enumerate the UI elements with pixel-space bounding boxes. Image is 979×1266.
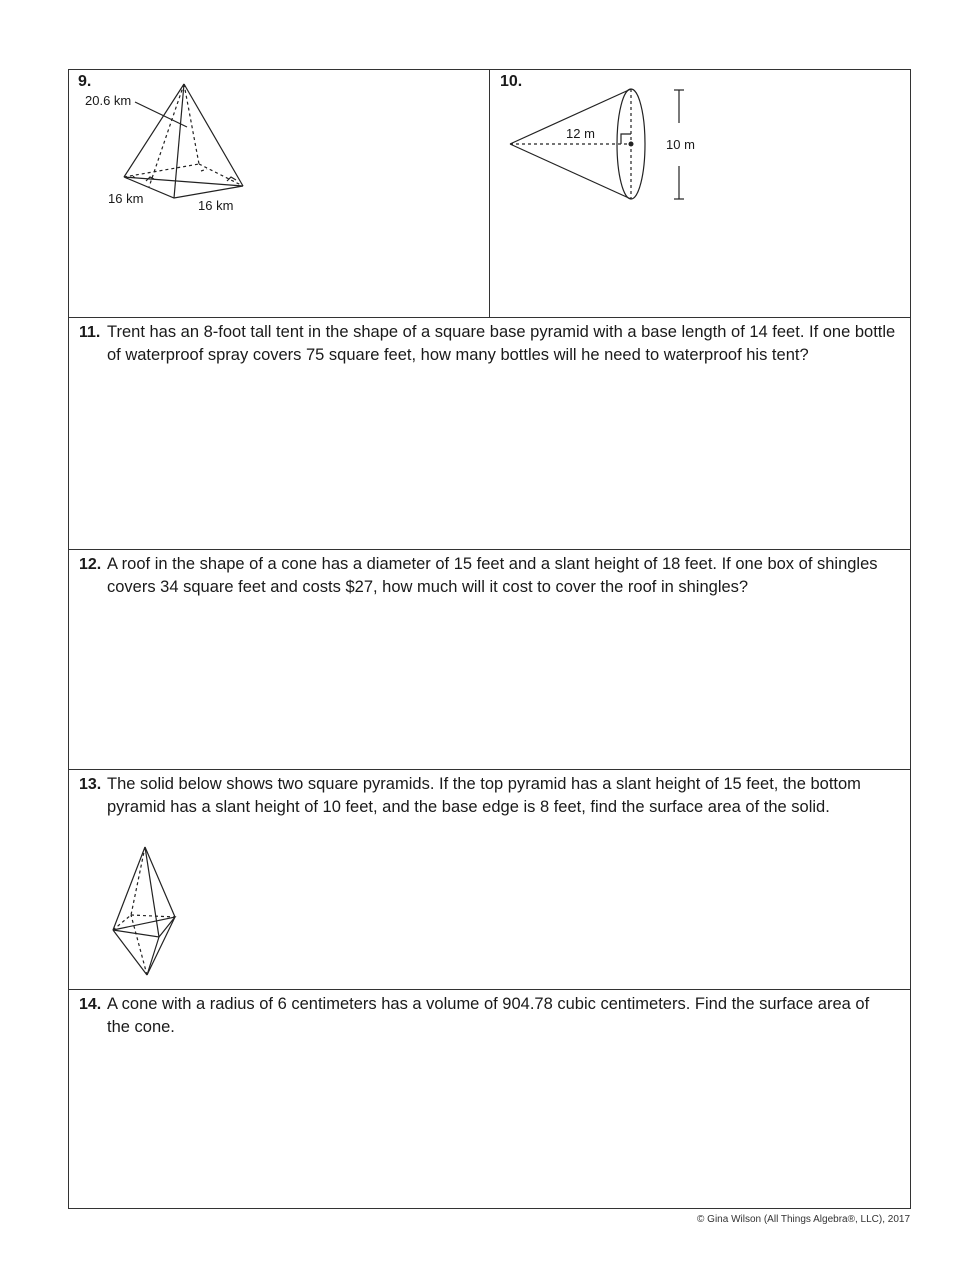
- label-slant-height: 20.6 km: [85, 93, 132, 108]
- problem-11: [69, 318, 910, 550]
- label-cone-height: 10 m: [666, 137, 695, 152]
- problem-14-number: 14.: [79, 996, 102, 1013]
- label-base-right: 16 km: [198, 198, 234, 213]
- problem-14: [69, 990, 910, 1210]
- problem-12: [69, 550, 910, 770]
- problem-11-body: Trent has an 8-foot tall tent in the shape of a square base pyramid with a base length of 14 feet. If one bottle of waterproof spray covers 75 square feet, how many bottles will he need to waterproof his tent?: [107, 323, 896, 364]
- double-pyramid-diagram: [111, 845, 191, 985]
- row-problems-9-10: [69, 70, 910, 318]
- copyright-footer: © Gina Wilson (All Things Algebra®, LLC), 2017: [697, 1214, 910, 1225]
- problem-13-text: [79, 773, 896, 818]
- label-base-left: 16 km: [108, 191, 144, 206]
- problem-10-number: 10.: [500, 73, 523, 90]
- pyramid-diagram: [119, 80, 319, 210]
- worksheet: [68, 69, 911, 1209]
- problem-9: [69, 70, 490, 317]
- problem-10: [490, 70, 912, 317]
- problem-12-number: 12.: [79, 556, 102, 573]
- problem-12-body: A roof in the shape of a cone has a diameter of 15 feet and a slant height of 18 feet. If one box of shingles covers 34 square feet and costs $27, how much will it cost to cover the roof in shingles?: [107, 555, 878, 596]
- problem-11-number: 11.: [79, 324, 101, 341]
- problem-9-number: 9.: [78, 73, 92, 90]
- problem-14-body: A cone with a radius of 6 centimeters has a volume of 904.78 cubic centimeters. Find the surface area of the cone.: [107, 995, 870, 1036]
- problem-13-body: The solid below shows two square pyramids. If the top pyramid has a slant height of 15 feet, the bottom pyramid has a slant height of 10 feet, and the base edge is 8 feet, find the surface area of the solid.: [107, 775, 861, 816]
- problem-13: [69, 770, 910, 990]
- problem-12-text: [79, 553, 896, 598]
- problem-14-text: [79, 993, 896, 1038]
- problem-13-number: 13.: [79, 776, 102, 793]
- problem-11-text: [79, 321, 896, 366]
- label-cone-slant: 12 m: [566, 126, 595, 141]
